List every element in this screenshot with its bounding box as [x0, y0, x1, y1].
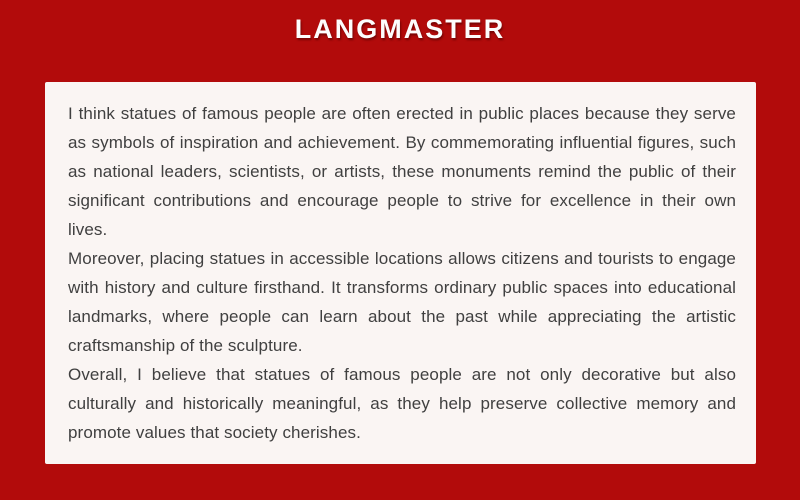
- essay-paragraph: Moreover, placing statues in accessible locations allows citizens and tourists to engage with history and culture firsthand. It transforms ordinary public spaces into educational landmarks, where people can learn about the past while appreciating the artistic craftsmanship of the sculpture.: [68, 249, 736, 355]
- essay-paragraph: I think statues of famous people are often erected in public places because they serve as symbols of inspiration and achievement. By commemorating influential figures, such as national leaders, scientists, or artists, these monuments remind the public of their significant contributions and encourage people to strive for excellence in their own lives.: [68, 104, 736, 239]
- brand-logo: LANGMASTER: [294, 14, 506, 44]
- essay-paragraph: Overall, I believe that statues of famous people are not only decorative but also culturally and historically meaningful, as they help preserve collective memory and promote values that society cherishes.: [68, 365, 736, 442]
- essay-card: [45, 82, 756, 464]
